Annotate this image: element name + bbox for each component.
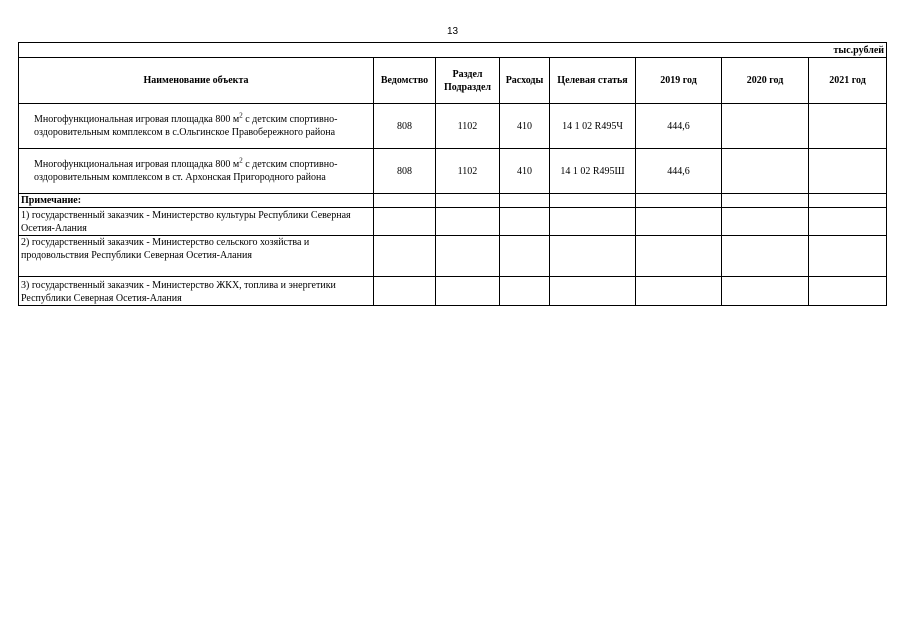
expenses-cell: 410: [500, 104, 550, 149]
target-cell: 14 1 02 R495Ш: [550, 149, 636, 194]
column-header-2019: 2019 год: [636, 58, 722, 104]
empty-cell: [500, 194, 550, 208]
expenses-cell: 410: [500, 149, 550, 194]
units-row: [19, 43, 887, 58]
year-2019-cell: 444,6: [636, 149, 722, 194]
object-name-superscript: 2: [239, 156, 243, 165]
target-cell: 14 1 02 R495Ч: [550, 104, 636, 149]
object-name-superscript: 2: [239, 111, 243, 120]
empty-cell: [722, 194, 809, 208]
section-cell: 1102: [436, 104, 500, 149]
empty-cell: [809, 236, 887, 277]
note-heading: Примечание:: [19, 194, 374, 208]
object-name-cell: [19, 149, 374, 194]
object-name-cell: [19, 104, 374, 149]
empty-cell: [636, 277, 722, 306]
note-row: [19, 236, 887, 277]
year-2019-cell: 444,6: [636, 104, 722, 149]
note-row: [19, 208, 887, 236]
department-cell: 808: [374, 104, 436, 149]
table-header-row: [19, 58, 887, 104]
year-2021-cell: [809, 149, 887, 194]
table-row: [19, 104, 887, 149]
empty-cell: [500, 208, 550, 236]
note-text: 3) государственный заказчик - Министерство ЖКХ, топлива и энергетики Республики Северная Осетия-Алания: [19, 277, 374, 306]
empty-cell: [436, 277, 500, 306]
column-header-department: Ведомство: [374, 58, 436, 104]
empty-cell: [550, 208, 636, 236]
empty-cell: [550, 277, 636, 306]
empty-cell: [374, 236, 436, 277]
empty-cell: [550, 236, 636, 277]
empty-cell: [722, 277, 809, 306]
empty-cell: [722, 236, 809, 277]
budget-table: [18, 42, 887, 306]
units-label: тыс.рублей: [19, 43, 887, 58]
note-text: 2) государственный заказчик - Министерство сельского хозяйства и продовольствия Республики Северная Осетия-Алания: [19, 236, 374, 277]
year-2021-cell: [809, 104, 887, 149]
note-row: [19, 277, 887, 306]
empty-cell: [500, 277, 550, 306]
column-header-name: Наименование объекта: [19, 58, 374, 104]
empty-cell: [809, 194, 887, 208]
column-header-2020: 2020 год: [722, 58, 809, 104]
empty-cell: [809, 208, 887, 236]
section-cell: 1102: [436, 149, 500, 194]
empty-cell: [722, 208, 809, 236]
column-header-target: Целевая статья: [550, 58, 636, 104]
empty-cell: [374, 194, 436, 208]
empty-cell: [374, 208, 436, 236]
empty-cell: [374, 277, 436, 306]
column-header-2021: 2021 год: [809, 58, 887, 104]
object-name-text: Многофункциональная игровая площадка 800 м: [34, 159, 240, 170]
year-2020-cell: [722, 149, 809, 194]
empty-cell: [636, 194, 722, 208]
column-header-expenses: Расходы: [500, 58, 550, 104]
empty-cell: [436, 236, 500, 277]
page-number: 13: [446, 26, 459, 37]
empty-cell: [500, 236, 550, 277]
object-name-text: Многофункциональная игровая площадка 800 м: [34, 114, 240, 125]
column-header-section: Раздел Подраздел: [436, 58, 500, 104]
department-cell: 808: [374, 149, 436, 194]
empty-cell: [636, 236, 722, 277]
table-row: [19, 149, 887, 194]
object-name-text-continued: с детским спортивно-оздоровительным комплексом в ст. Архонская Пригородного района: [34, 159, 338, 183]
empty-cell: [436, 208, 500, 236]
empty-cell: [550, 194, 636, 208]
note-heading-row: [19, 194, 887, 208]
empty-cell: [636, 208, 722, 236]
note-text: 1) государственный заказчик - Министерство культуры Республики Северная Осетия-Алания: [19, 208, 374, 236]
object-name-text-continued: с детским спортивно-оздоровительным комплексом в с.Ольгинское Правобережного района: [34, 114, 338, 138]
year-2020-cell: [722, 104, 809, 149]
empty-cell: [436, 194, 500, 208]
empty-cell: [809, 277, 887, 306]
